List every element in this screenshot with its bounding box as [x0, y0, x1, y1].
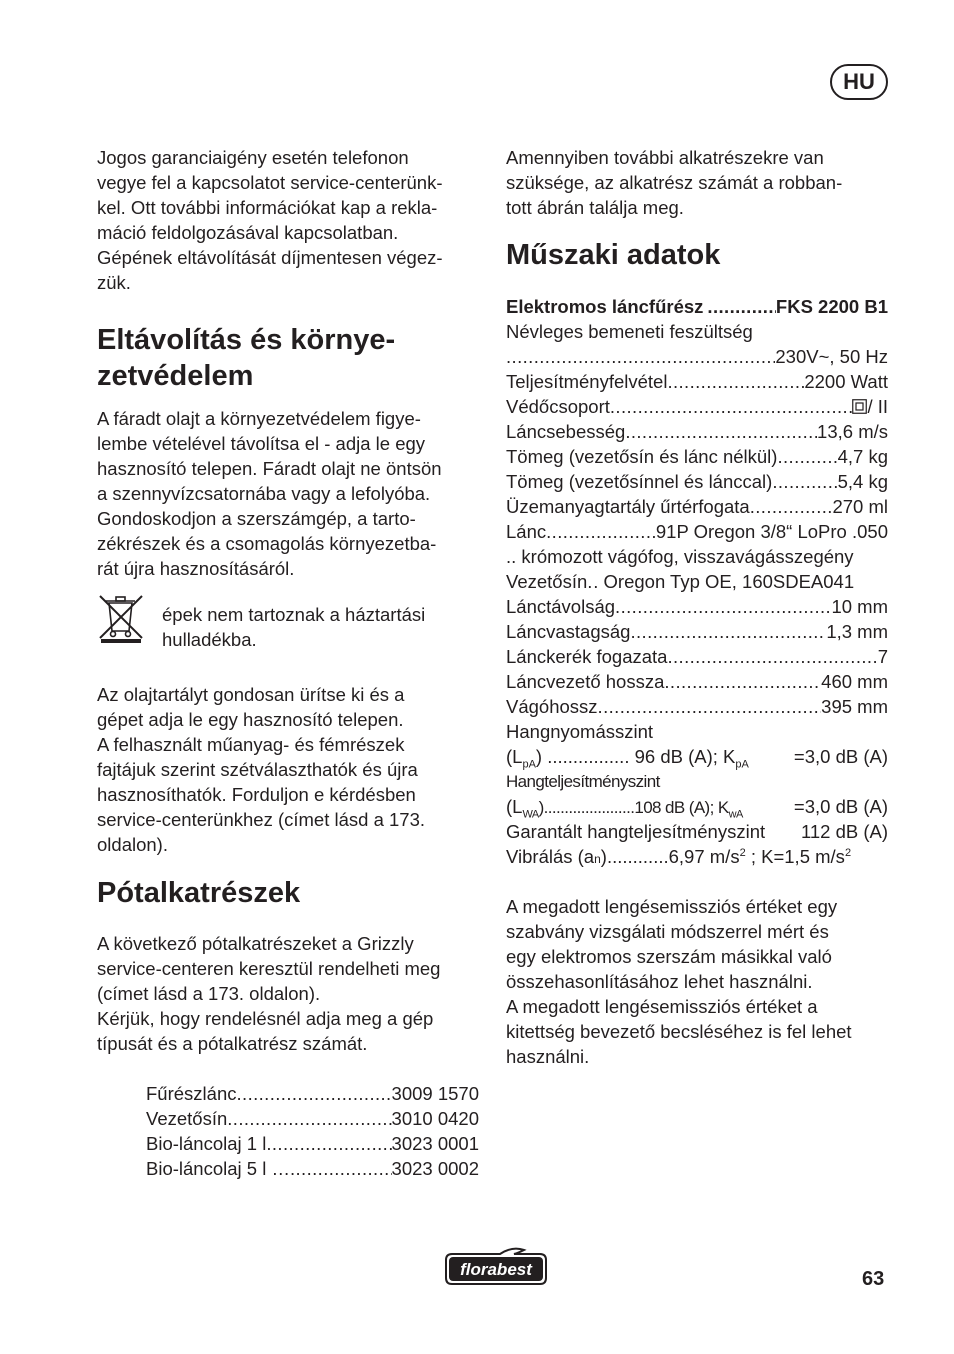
spec-value: 230V~, 50 Hz — [775, 346, 888, 367]
language-badge: HU — [830, 64, 888, 100]
guaranteed-sound-row: Garantált hangteljesítményszint 112 dB (A) — [506, 821, 888, 842]
list-item — [146, 1131, 479, 1156]
spare-parts-heading: Pótalkatrészek — [97, 877, 301, 909]
spec-row: Teljesítményfelvétel ..... 2200 Watt — [506, 369, 888, 394]
sound-power-label: Hangteljesítményszint — [506, 772, 660, 791]
part-number: 3009 1570 — [391, 1083, 479, 1104]
recycling-paragraph: Az olajtartályt gondosan ürítse ki és a gépet adja le egy hasznosító telepen. A felhasznált műanyag- és fémrészek fajtájuk szerint szétválaszthatók és újra hasznosíthatók. Forduljon e kérdésben service-centerünkhez (címet lásd a 173. oldalon). — [97, 684, 426, 855]
vibration-row: Vibrálás (an)............6,97 $m/s^2$ ; K=1,5 $m/s^2$ — [506, 846, 852, 867]
spec-row: Üzemanyagtartály űrtérfogata ..... 270 ml — [506, 494, 888, 519]
part-name: Bio-láncolaj 1 l — [146, 1133, 267, 1154]
florabest-logo — [440, 1244, 552, 1290]
protection-class-ii-icon — [852, 399, 867, 414]
spec-row: Lánc ..... 91P Oregon 3/8“ LoPro .050 — [506, 519, 888, 544]
list-item — [146, 1081, 479, 1106]
spec-row: Láncvezető hossza ..... 460 mm — [506, 669, 888, 694]
part-number: 3023 0002 — [391, 1158, 479, 1179]
logo-text: florabest — [460, 1260, 532, 1279]
model-row — [506, 294, 888, 319]
part-name: Bio-láncolaj 5 l … — [146, 1158, 290, 1179]
spec-table — [506, 294, 888, 869]
list-item — [146, 1106, 479, 1131]
spec-row: Tömeg (vezetősínnel és lánccal) ..... 5,4 kg — [506, 469, 888, 494]
right-column — [506, 145, 888, 1069]
spec-row: Lánctávolság ..... 10 mm — [506, 594, 888, 619]
left-column — [97, 145, 479, 1181]
exploded-view-paragraph: Amennyiben további alkatrészekre van szüksége, az alkatrész számát a robban- tott ábrán találja meg. — [506, 147, 843, 218]
page-number: 63 — [862, 1268, 885, 1290]
spec-value: FKS 2200 B1 — [775, 296, 888, 317]
sound-power-row: $(L_{WA})......................108$ dB (A); $K_{wA}$ =3,0 dB (A) — [506, 796, 888, 821]
sound-pressure-label: Hangnyomásszint — [506, 721, 654, 742]
disposal-heading: Eltávolítás és környe- zetvédelem — [97, 324, 396, 392]
spec-label: Elektromos láncfűrész — [506, 296, 704, 317]
vibration-paragraph: A megadott lengésemissziós értéket egy szabvány vizsgálati módszerrel mért és egy elektromos szerszám másikkal való összehasonlításához lehet használni. A megadott lengésemissziós értéket a kitettség bevezető becsléséhez is fel lehet használni. — [506, 896, 852, 1067]
spec-row: Láncvastagság ..... 1,3 mm — [506, 619, 888, 644]
chain-continuation: .. krómozott vágófog, visszavágásszegény — [506, 546, 854, 567]
crossed-out-wheelie-bin-icon — [97, 593, 145, 643]
warranty-paragraph: Jogos garanciaigény esetén telefonon vegye fel a kapcsolatot service-centerünk- kel. Ott további információkat kap a rekla- máció feldolgozásával kapcsolatban. Gépének eltávolítását díjmentesen végez- zük. — [97, 147, 443, 293]
spec-row: Tömeg (vezetősín és lánc nélkül) ..... 4,7 kg — [506, 444, 888, 469]
weee-notice — [97, 593, 479, 660]
spec-row: Védőcsoport ..... / II — [506, 394, 888, 419]
part-number: 3023 0001 — [391, 1133, 479, 1154]
weee-text: épek nem tartoznak a háztartási hulladékba. — [162, 604, 426, 650]
spec-row: Vágóhossz ..... 395 mm — [506, 694, 888, 719]
disposal-paragraph: A fáradt olajt a környezetvédelem figye- lembe vételével távolítsa el - adja le egy hasznosító telepen. Fáradt olajt ne öntsön a szennyvízcsatornába vagy a lefolyóba. Gondoskodjon a szerszámgép, a tarto- zékrészek és a csomagolás környezetba- rát újra hasznosításáról. — [97, 408, 442, 579]
spec-row: Lánckerék fogazata ..... 7 — [506, 644, 888, 669]
voltage-label: Névleges bemeneti feszültség — [506, 321, 753, 342]
part-name: Vezetősín — [146, 1108, 228, 1129]
spec-row: Láncsebesség ..... 13,6 m/s — [506, 419, 888, 444]
spare-parts-paragraph: A következő pótalkatrészeket a Grizzly service-centeren keresztül rendelheti meg (címet lásd a 173. oldalon). Kérjük, hogy rendelésnél adja meg a gép típusát és a pótalkatrész számát. — [97, 933, 441, 1054]
sound-pressure-row: $(L_{pA})$ ................ 96 dB (A); $K_{pA}$ =3,0 dB (A) — [506, 746, 888, 771]
spec-row: Vezetősín ..... . Oregon Typ OE, 160SDEA041 — [506, 569, 888, 594]
part-number: 3010 0420 — [391, 1108, 479, 1129]
part-name: Fűrészlánc — [146, 1083, 237, 1104]
list-item — [146, 1156, 479, 1181]
technical-data-heading: Műszaki adatok — [506, 239, 721, 271]
voltage-row — [506, 344, 888, 369]
spare-parts-list — [146, 1081, 479, 1181]
